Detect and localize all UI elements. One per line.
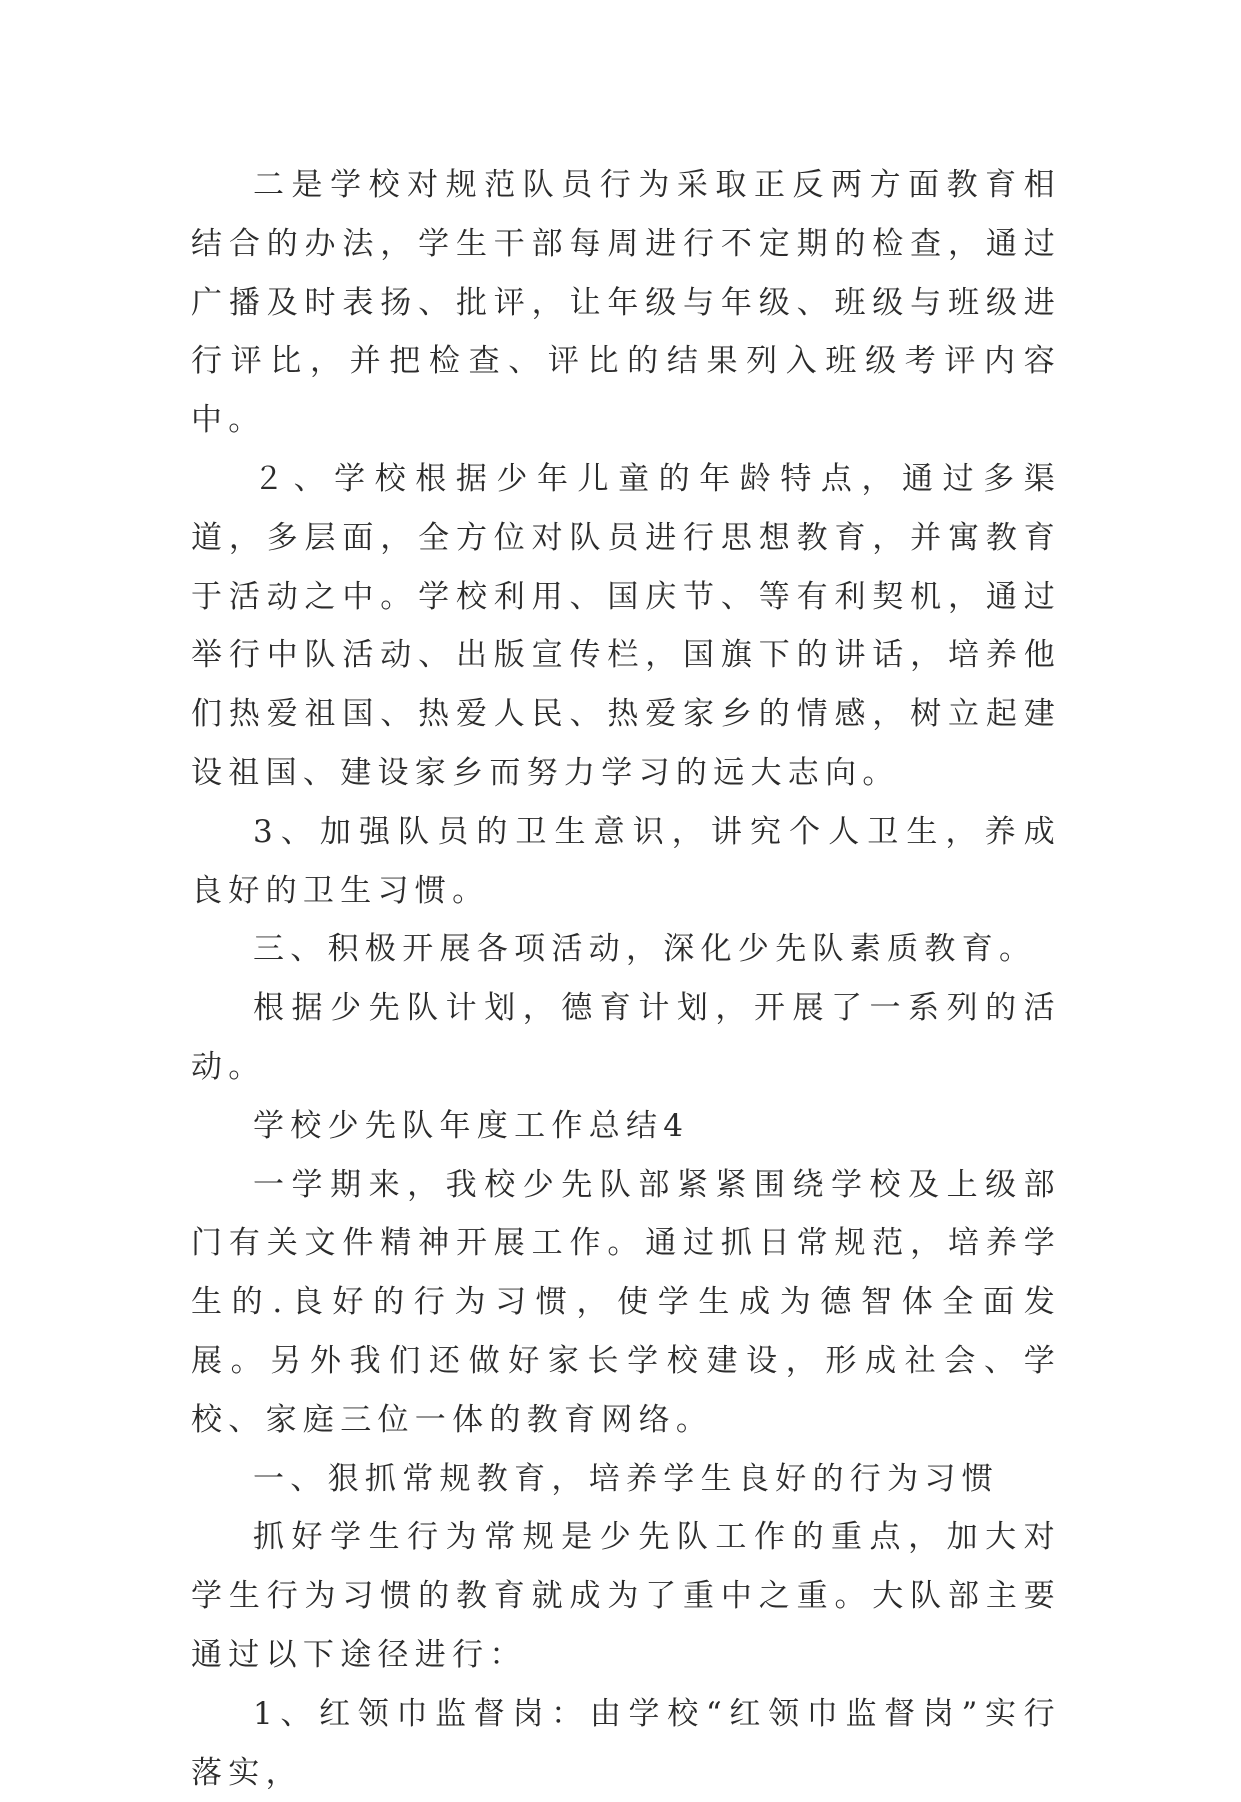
paragraph-10: 1、红领巾监督岗：由学校“红领巾监督岗”实行落实， (191, 1695, 1061, 1791)
paragraph-5: 根据少先队计划，德育计划，开展了一系列的活动。 (191, 990, 1061, 1085)
paragraph-2: ２、学校根据少年儿童的年龄特点，通过多渠道，多层面，全方位对队员进行思想教育，并寓教育于活动之中。学校利用、国庆节、等有利契机，通过举行中队活动、出版宣传栏，国旗下的讲话，培养他们热爱祖国、热爱人民、热爱家乡的情感，树立起建设祖国、建设家乡而努力学习的远大志向。 (191, 460, 1061, 791)
paragraph-4: 三、积极开展各项活动，深化少先队素质教育。 (253, 931, 1037, 968)
paragraph-9: 抓好学生行为常规是少先队工作的重点，加大对学生行为习惯的教育就成为了重中之重。大队部主要通过以下途径进行： (191, 1519, 1061, 1673)
section-title: 学校少先队年度工作总结4 (253, 1107, 690, 1144)
paragraph-1: 二是学校对规范队员行为采取正反两方面教育相结合的办法，学生干部每周进行不定期的检查，通过广播及时表扬、批评，让年级与年级、班级与班级进行评比，并把检查、评比的结果列入班级考评内容中。 (191, 167, 1061, 439)
paragraph-7: 一学期来，我校少先队部紧紧围绕学校及上级部门有关文件精神开展工作。通过抓日常规范，培养学生的.良好的行为习惯，使学生成为德智体全面发展。另外我们还做好家长学校建设，形成社会、学校、家庭三位一体的教育网络。 (191, 1166, 1061, 1438)
document-page (191, 156, 1061, 1802)
paragraph-8: 一、狠抓常规教育，培养学生良好的行为习惯 (253, 1460, 999, 1497)
paragraph-3: 3、加强队员的卫生意识，讲究个人卫生，养成良好的卫生习惯。 (191, 813, 1061, 909)
